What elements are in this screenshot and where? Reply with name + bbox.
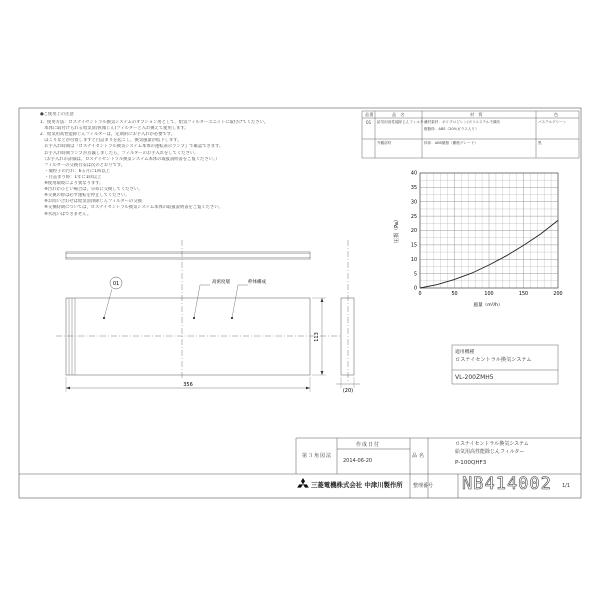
x-tick-label: 0 — [418, 292, 422, 297]
appearance-color: 黒 — [538, 141, 542, 145]
table-header-material: 材 質 — [470, 112, 483, 117]
note-line: ・微粒子の汚れ：6ヵ月に1回以上 — [40, 168, 110, 174]
y-tick-label: 40 — [410, 171, 417, 177]
x-tick-label: 50 — [451, 292, 458, 297]
chart-ylabel: 圧損（Pa） — [394, 217, 400, 243]
note-line: ※水洗いはできません。 — [40, 211, 92, 217]
y-tick-label: 0 — [413, 286, 417, 292]
name-label: 品名 — [412, 453, 427, 459]
appearance-material: 枠体：ABS樹脂（難燃グレード） — [424, 141, 478, 145]
mitsubishi-logo-icon — [296, 478, 310, 490]
note-line: 2．給気用高性能除じんフィルターは，定期的にお手入れが必要です。 — [40, 132, 176, 138]
material-line-2: 樹脂枠：ABS（20%ガラス入り） — [424, 127, 479, 131]
table-header-name: 品 名 — [392, 112, 405, 117]
applicable-label: 適用機種 — [455, 350, 475, 355]
date-label: 作成日付 — [356, 442, 381, 448]
label-frame: 枠体構成 — [248, 280, 266, 285]
label-filter-layer: 高密度層 — [212, 280, 230, 285]
drawing-number: NB414002 — [462, 474, 552, 494]
x-tick-label: 150 — [518, 292, 529, 297]
y-tick-label: 35 — [410, 186, 417, 192]
y-tick-label: 5 — [413, 272, 417, 278]
table-header-partno: 品番 — [365, 112, 374, 117]
note-line: ※使用環境により異なります。 — [40, 181, 104, 187]
note-line: フィルターの交換目安は次のとおりです。 — [40, 162, 126, 168]
product-line-1: ロスナイセントラル換気システム — [455, 441, 529, 447]
note-line: 1．使用方法：ロスナイセントラル換気システムのオプション用として，給気フィルターユニットに取付けてください。 — [40, 120, 269, 126]
note-line: 本体に取付けられる給気清浄(微じん)フィルターと入れ換えて使用します。 — [40, 126, 189, 132]
y-tick-label: 10 — [410, 257, 417, 263]
dim-width: 356 — [183, 382, 193, 388]
chart-xlabel: 風量（m³/h） — [473, 303, 503, 308]
dim-depth: (20) — [342, 388, 354, 394]
note-line: ほこりなどが付着しますと目詰まりを起こし，換気風量が低下します。 — [40, 138, 182, 144]
part-number: 01 — [366, 120, 372, 125]
y-tick-label: 15 — [410, 243, 417, 249]
part-callout: 01 — [112, 281, 120, 287]
note-line: お手入れ時期ランプが点滅しましたら，フィルターのお手入れをしてください。 — [40, 150, 199, 156]
appearance-label: 外観部材 — [377, 141, 392, 145]
material-line-1: 濾材素材：ポリプロピレン/ポリエステル不織布 — [424, 120, 501, 124]
projection-label: 第３角図法 — [302, 453, 333, 459]
product-line-2: 給気用高性能除じんフィルター — [455, 449, 525, 455]
product-model: P-100QHF3 — [455, 460, 487, 466]
applicable-model: VL-200ZMH5 — [455, 374, 494, 381]
note-line: ※汚れがひどい場合は，早めに交換してください。 — [40, 187, 143, 193]
note-line: ※交換時期については，ロスナイセントラル換気システム本体の取扱説明書をご覧ください。 — [40, 205, 223, 211]
y-tick-label: 20 — [410, 229, 417, 235]
part-color: パステルグリーン — [538, 120, 567, 124]
table-header-color: 色 — [554, 112, 559, 117]
applicable-system: ロスナイセントラル換気システム — [455, 357, 532, 363]
note-line: （お手入れの詳細は，ロスナイセントラル換気システム本体の取扱説明書をご覧ください。） — [40, 156, 220, 162]
note-line: お手入れ時期は『ロスナイセントラル換気システム本体の運転表示ランプ』で確認できます。 — [40, 144, 224, 150]
notes-heading: ●ご使用上の注意 — [40, 112, 74, 117]
drawing-no-label: 整理番号 — [413, 483, 434, 489]
date-value: 2014-06-20 — [343, 458, 373, 464]
x-tick-label: 100 — [484, 292, 494, 297]
y-tick-label: 25 — [410, 214, 417, 220]
note-line: ・目詰まり時：1年に1回以上 — [40, 174, 102, 180]
dim-height: 113 — [314, 332, 320, 342]
part-name: 給気用高性能除じんフィルター — [377, 120, 427, 124]
x-tick-label: 200 — [553, 292, 563, 297]
note-line: ※お問い合わせは給気清浄除じんフィルターの交換 — [40, 199, 142, 205]
y-tick-label: 30 — [410, 200, 417, 206]
note-line: ※交換の際は必ず運転を停止してください。 — [40, 193, 130, 199]
sheet-number: 1/1 — [562, 483, 571, 489]
company-name: 三菱電機株式会社 中津川製作所 — [311, 481, 403, 489]
